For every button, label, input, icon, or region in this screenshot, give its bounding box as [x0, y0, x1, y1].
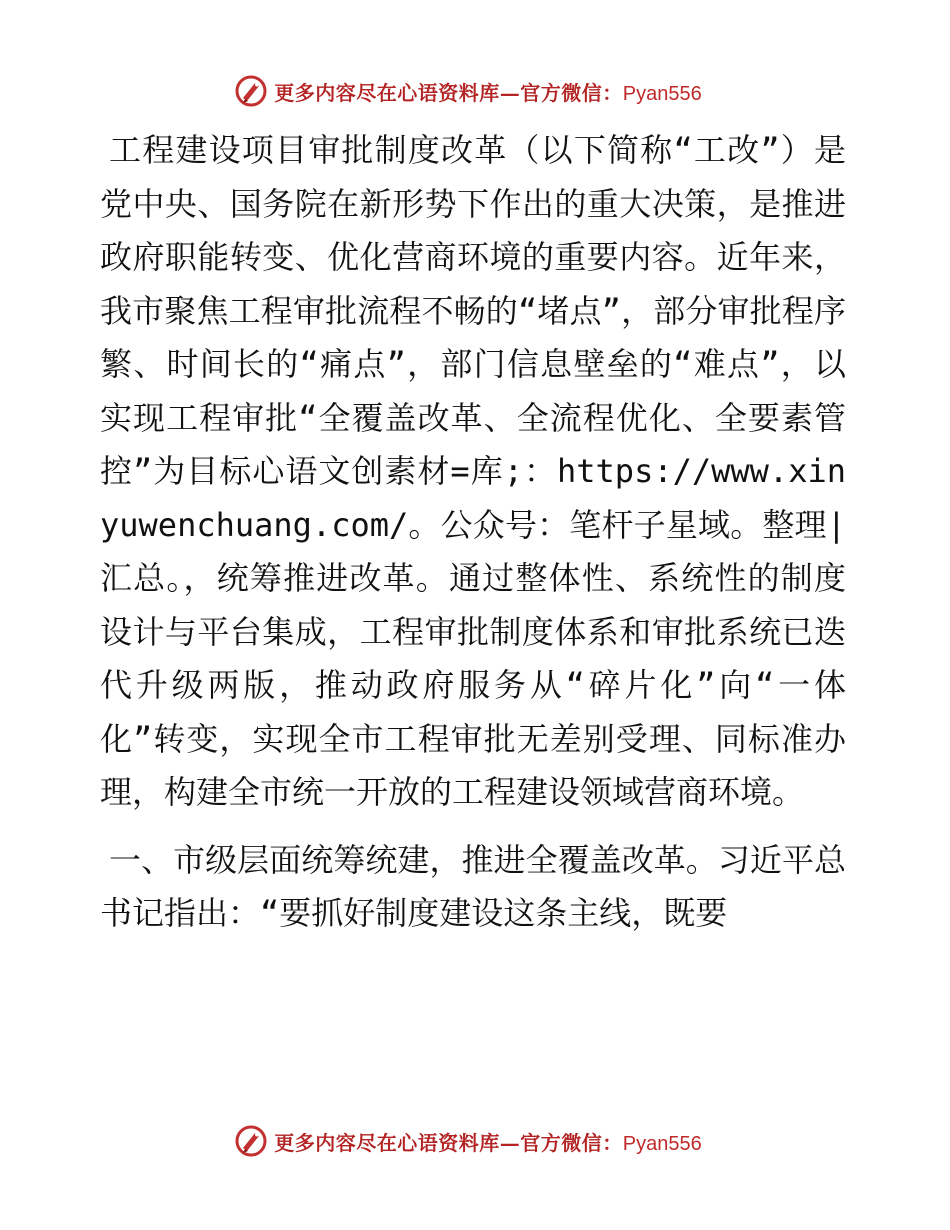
header-banner-text [274, 77, 701, 106]
header-handle: Pyan556 [622, 82, 702, 105]
footer-site-text: 更多内容尽在心语资料库 [274, 1130, 500, 1155]
header-banner [0, 71, 950, 111]
header-banner-inner [234, 74, 701, 108]
footer-banner-inner [234, 1124, 701, 1158]
footer-dash: — [499, 1130, 521, 1155]
document-body [100, 124, 846, 941]
footer-banner [0, 1121, 950, 1161]
header-dash: — [499, 80, 521, 105]
footer-handle: Pyan556 [622, 1132, 702, 1155]
logo-icon [234, 74, 268, 108]
paragraph-section-one: 一、市级层面统筹统建，推进全覆盖改革。习近平总书记指出：“要抓好制度建设这条主线，既要 [100, 840, 846, 932]
logo-icon [234, 1124, 268, 1158]
header-label: 官方微信： [520, 80, 623, 105]
footer-banner-text [274, 1127, 701, 1156]
paragraph-intro: 工程建设项目审批制度改革（以下简称“工改”）是党中央、国务院在新形势下作出的重大决策，是推进政府职能转变、优化营商环境的重要内容。近年来，我市聚焦工程审批流程不畅的“堵点”，部分审批程序繁、时间长的“痛点”，部门信息壁垒的“难点”，以实现工程审批“全覆盖改革、全流程优化、全要素管控”为目标心语文创素材=库;：https://www.xinyuwenchuang.com/。公众号：笔杆子星域。整理|汇总。，统筹推进改革。通过整体性、系统性的制度设计与平台集成，工程审批制度体系和审批系统已迭代升级两版，推动政府服务从“碎片化”向“一体化”转变，实现全市工程审批无差别受理、同标准办理，构建全市统一开放的工程建设领域营商环境。 [100, 131, 846, 811]
footer-label: 官方微信： [520, 1130, 623, 1155]
header-site-text: 更多内容尽在心语资料库 [274, 80, 500, 105]
